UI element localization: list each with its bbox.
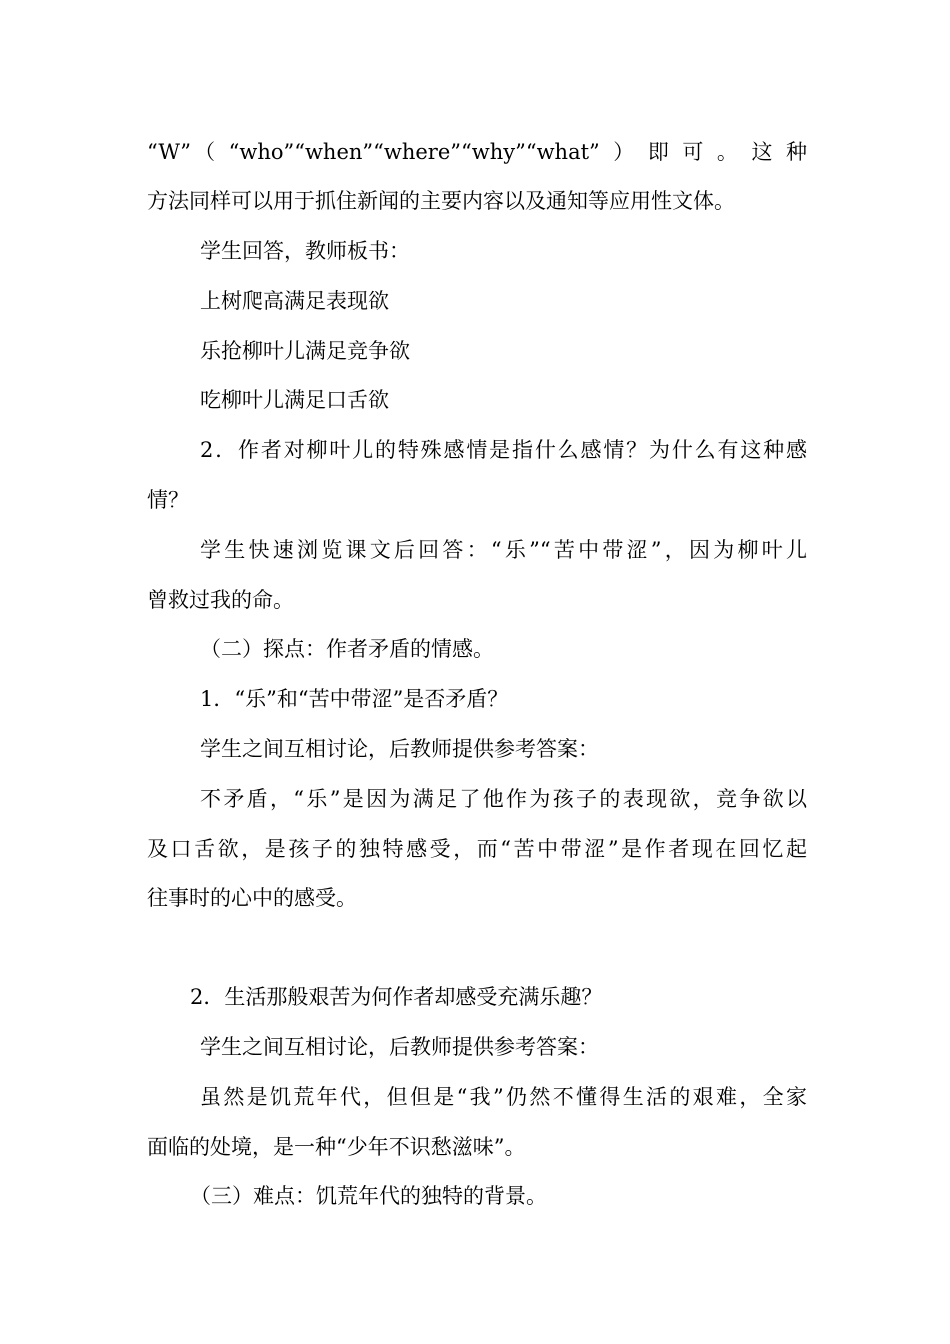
paragraph-line: 往事时的心中的感受。 — [147, 886, 357, 910]
paragraph-line: 学生之间互相讨论，后教师提供参考答案： — [200, 1035, 599, 1059]
paragraph-line: 虽然是饥荒年代，但但是“我”仍然不懂得生活的艰难，全家 — [200, 1085, 807, 1109]
paragraph-line: 方法同样可以用于抓住新闻的主要内容以及通知等应用性文体。 — [147, 189, 735, 213]
question-line: 1．“乐”和“苦中带涩”是否矛盾？ — [200, 687, 509, 711]
blackboard-line: 乐抢柳叶儿满足竞争欲 — [200, 339, 410, 363]
paragraph-line: 及口舌欲，是孩子的独特感受，而“苦中带涩”是作者现在回忆起 — [147, 837, 807, 861]
paragraph-line: 学生回答，教师板书： — [200, 239, 410, 263]
paragraph-line: 不矛盾，“乐”是因为满足了他作为孩子的表现欲，竞争欲以 — [200, 787, 807, 811]
blackboard-line: 吃柳叶儿满足口舌欲 — [200, 388, 389, 412]
paragraph-line: 学生之间互相讨论，后教师提供参考答案： — [200, 737, 599, 761]
paragraph-line: 学生快速浏览课文后回答：“乐”“苦中带涩”，因为柳叶儿 — [200, 538, 807, 562]
section-heading: （二）探点：作者矛盾的情感。 — [200, 637, 494, 661]
section-heading: （三）难点：饥荒年代的独特的背景。 — [190, 1184, 547, 1208]
paragraph-line: 面临的处境，是一种“少年不识愁滋味”。 — [147, 1135, 526, 1159]
question-line: 2．作者对柳叶儿的特殊感情是指什么感情？为什么有这种感 — [200, 438, 807, 462]
blackboard-line: 上树爬高满足表现欲 — [200, 289, 389, 313]
paragraph-line: “W”（“who”“when”“where”“why”“what”）即可。这种 — [147, 140, 807, 164]
question-line: 2．生活那般艰苦为何作者却感受充满乐趣？ — [190, 985, 603, 1009]
question-line: 情？ — [147, 488, 189, 512]
paragraph-line: 曾救过我的命。 — [147, 588, 294, 612]
